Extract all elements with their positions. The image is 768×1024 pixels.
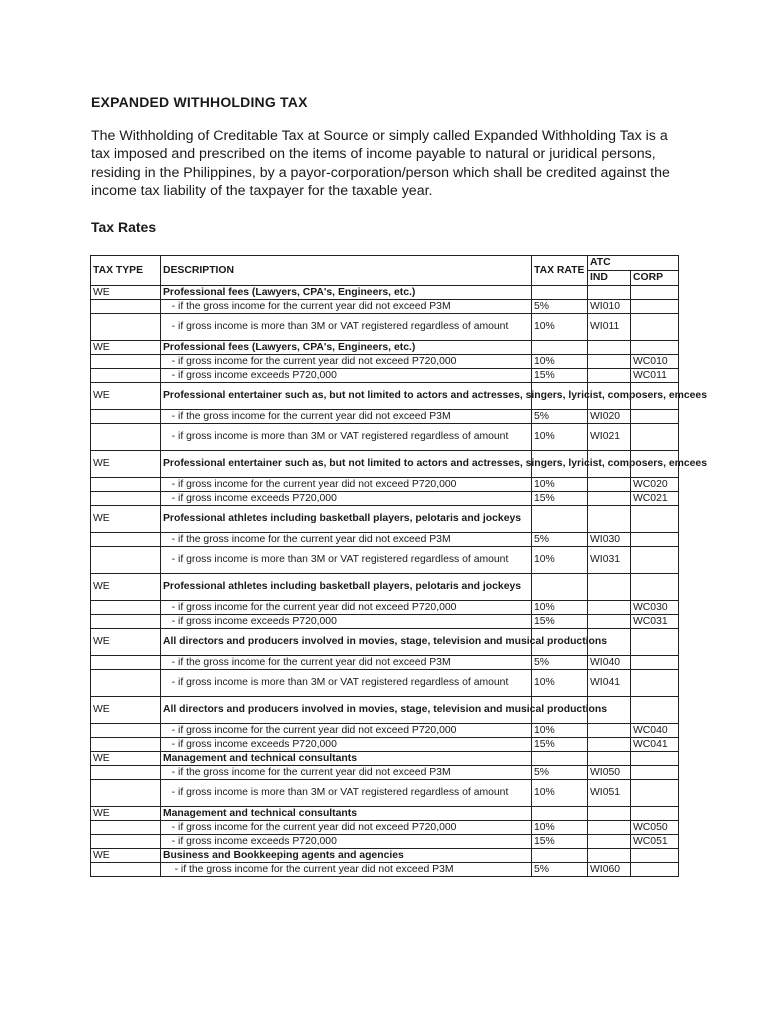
table-row (91, 300, 679, 314)
cell-description: - if gross income is more than 3M or VAT registered regardless of amount (161, 314, 532, 341)
cell-tax-type (91, 780, 161, 807)
table-row (91, 506, 679, 533)
table-row (91, 341, 679, 355)
cell-atc-corp: WC010 (631, 355, 679, 369)
cell-atc-ind: WI020 (588, 410, 631, 424)
section-heading: Tax Rates (91, 219, 157, 235)
table-row (91, 724, 679, 738)
cell-tax-type: WE (91, 807, 161, 821)
cell-atc-corp (631, 807, 679, 821)
cell-description: - if gross income exceeds P720,000 (161, 738, 532, 752)
cell-tax-type (91, 615, 161, 629)
cell-atc-corp (631, 410, 679, 424)
cell-atc-ind (588, 724, 631, 738)
cell-tax-rate: 5% (532, 656, 588, 670)
header-tax-rate: TAX RATE (532, 256, 588, 286)
cell-description: - if gross income is more than 3M or VAT registered regardless of amount (161, 670, 532, 697)
cell-atc-ind (588, 807, 631, 821)
cell-tax-type (91, 738, 161, 752)
cell-tax-rate: 10% (532, 314, 588, 341)
cell-atc-corp (631, 574, 679, 601)
cell-tax-rate: 10% (532, 821, 588, 835)
tax-table-body (91, 286, 707, 877)
cell-tax-rate: 10% (532, 547, 588, 574)
cell-atc-ind (588, 369, 631, 383)
cell-description: Professional athletes including basketball players, pelotaris and jockeys (161, 506, 532, 533)
cell-description: Professional fees (Lawyers, CPA's, Engineers, etc.) (161, 286, 532, 300)
cell-atc-ind: WI051 (588, 780, 631, 807)
cell-tax-type (91, 835, 161, 849)
cell-tax-rate: 15% (532, 492, 588, 506)
cell-atc-corp: WC030 (631, 601, 679, 615)
cell-atc-corp (631, 863, 679, 877)
cell-atc-ind: WI040 (588, 656, 631, 670)
cell-tax-rate (532, 752, 588, 766)
cell-description: Professional entertainer such as, but not limited to actors and actresses, singers, lyricist, composers, emcees (161, 451, 532, 478)
table-row (91, 410, 679, 424)
cell-atc-ind: WI031 (588, 547, 631, 574)
cell-atc-ind: WI011 (588, 314, 631, 341)
tax-rates-table (90, 255, 707, 877)
cell-atc-corp (631, 766, 679, 780)
table-row (91, 821, 679, 835)
table-row (91, 286, 679, 300)
cell-tax-rate: 10% (532, 780, 588, 807)
cell-tax-rate: 10% (532, 670, 588, 697)
table-row (91, 656, 679, 670)
table-row (91, 629, 679, 656)
cell-atc-ind: WI021 (588, 424, 631, 451)
cell-tax-type: WE (91, 849, 161, 863)
intro-paragraph: The Withholding of Creditable Tax at Source or simply called Expanded Withholding Tax is a tax imposed and prescribed on the items of income payable to natural or juridical persons, residing in the Philippines, by a payor-corporation/person which shall be credited against the income tax liability of the taxpayer for the taxable year. (91, 128, 670, 199)
cell-atc-ind (588, 835, 631, 849)
cell-description: - if gross income for the current year did not exceed P720,000 (161, 724, 532, 738)
cell-description: - if gross income exceeds P720,000 (161, 369, 532, 383)
cell-tax-type: WE (91, 383, 161, 410)
cell-atc-ind: WI041 (588, 670, 631, 697)
table-row (91, 355, 679, 369)
cell-description: Professional athletes including basketball players, pelotaris and jockeys (161, 574, 532, 601)
cell-description: - if the gross income for the current year did not exceed P3M (161, 863, 532, 877)
cell-atc-corp: WC041 (631, 738, 679, 752)
cell-tax-type: WE (91, 629, 161, 656)
cell-atc-corp (631, 752, 679, 766)
cell-atc-corp (631, 849, 679, 863)
document-title: EXPANDED WITHHOLDING TAX (91, 94, 308, 110)
cell-tax-rate: 5% (532, 300, 588, 314)
cell-tax-type (91, 369, 161, 383)
cell-tax-type: WE (91, 506, 161, 533)
table-row (91, 369, 679, 383)
table-row (91, 752, 679, 766)
cell-tax-rate: 10% (532, 478, 588, 492)
cell-description: - if gross income is more than 3M or VAT registered regardless of amount (161, 780, 532, 807)
cell-tax-rate (532, 574, 588, 601)
table-row (91, 533, 679, 547)
cell-tax-type (91, 863, 161, 877)
cell-atc-ind (588, 615, 631, 629)
cell-tax-rate (532, 807, 588, 821)
cell-tax-type (91, 821, 161, 835)
cell-tax-type (91, 410, 161, 424)
cell-atc-ind (588, 506, 631, 533)
cell-atc-ind (588, 738, 631, 752)
cell-description: - if the gross income for the current year did not exceed P3M (161, 410, 532, 424)
cell-tax-rate (532, 506, 588, 533)
cell-atc-corp: WC040 (631, 724, 679, 738)
table-row (91, 738, 679, 752)
cell-atc-ind (588, 355, 631, 369)
table-row (91, 615, 679, 629)
table-row (91, 478, 679, 492)
table-row (91, 835, 679, 849)
cell-description: - if the gross income for the current year did not exceed P3M (161, 533, 532, 547)
cell-description: - if gross income is more than 3M or VAT registered regardless of amount (161, 547, 532, 574)
cell-atc-corp (631, 424, 679, 451)
cell-tax-type (91, 424, 161, 451)
cell-atc-ind (588, 286, 631, 300)
cell-atc-ind (588, 821, 631, 835)
cell-tax-rate (532, 286, 588, 300)
cell-atc-corp (631, 629, 679, 656)
cell-tax-type: WE (91, 697, 161, 724)
cell-atc-corp (631, 341, 679, 355)
table-row (91, 863, 679, 877)
cell-tax-rate (532, 341, 588, 355)
cell-description: - if gross income exceeds P720,000 (161, 835, 532, 849)
cell-tax-rate: 10% (532, 424, 588, 451)
cell-tax-type (91, 355, 161, 369)
header-corp: CORP (631, 271, 679, 286)
cell-description: - if gross income exceeds P720,000 (161, 492, 532, 506)
cell-description: - if gross income for the current year did not exceed P720,000 (161, 821, 532, 835)
cell-description: - if the gross income for the current year did not exceed P3M (161, 300, 532, 314)
table-row (91, 547, 679, 574)
header-tax-type: TAX TYPE (91, 256, 161, 286)
cell-atc-ind: WI060 (588, 863, 631, 877)
cell-tax-rate: 10% (532, 724, 588, 738)
cell-tax-type (91, 314, 161, 341)
cell-description: Professional fees (Lawyers, CPA's, Engineers, etc.) (161, 341, 532, 355)
cell-atc-corp (631, 780, 679, 807)
cell-tax-type (91, 492, 161, 506)
cell-tax-type: WE (91, 341, 161, 355)
cell-tax-rate: 15% (532, 615, 588, 629)
table-row (91, 601, 679, 615)
cell-tax-rate: 5% (532, 766, 588, 780)
cell-atc-ind (588, 478, 631, 492)
header-ind: IND (588, 271, 631, 286)
cell-description: - if the gross income for the current year did not exceed P3M (161, 766, 532, 780)
table-row (91, 424, 679, 451)
cell-tax-type (91, 724, 161, 738)
cell-description: - if gross income for the current year did not exceed P720,000 (161, 355, 532, 369)
cell-description: - if gross income is more than 3M or VAT registered regardless of amount (161, 424, 532, 451)
cell-tax-type: WE (91, 286, 161, 300)
cell-atc-corp: WC031 (631, 615, 679, 629)
cell-tax-rate: 5% (532, 863, 588, 877)
cell-atc-corp: WC021 (631, 492, 679, 506)
cell-description: Management and technical consultants (161, 807, 532, 821)
cell-atc-corp: WC051 (631, 835, 679, 849)
cell-atc-corp (631, 300, 679, 314)
cell-tax-rate (532, 849, 588, 863)
cell-tax-type (91, 656, 161, 670)
cell-description: Professional entertainer such as, but not limited to actors and actresses, singers, lyricist, composers, emcees (161, 383, 532, 410)
cell-atc-ind (588, 849, 631, 863)
table-row (91, 780, 679, 807)
cell-tax-type (91, 670, 161, 697)
cell-tax-type (91, 766, 161, 780)
cell-tax-rate: 10% (532, 355, 588, 369)
cell-atc-ind: WI010 (588, 300, 631, 314)
cell-description: - if the gross income for the current year did not exceed P3M (161, 656, 532, 670)
cell-atc-corp (631, 656, 679, 670)
table-row (91, 451, 679, 478)
header-description: DESCRIPTION (161, 256, 532, 286)
cell-tax-rate: 15% (532, 835, 588, 849)
cell-atc-corp: WC011 (631, 369, 679, 383)
table-row (91, 383, 679, 410)
cell-atc-corp (631, 286, 679, 300)
cell-atc-corp (631, 506, 679, 533)
cell-atc-ind (588, 492, 631, 506)
table-row (91, 574, 679, 601)
cell-tax-type (91, 547, 161, 574)
cell-atc-ind (588, 601, 631, 615)
cell-tax-rate: 15% (532, 738, 588, 752)
table-row (91, 807, 679, 821)
cell-description: All directors and producers involved in movies, stage, television and musical productions (161, 697, 532, 724)
cell-description: - if gross income for the current year did not exceed P720,000 (161, 601, 532, 615)
cell-tax-type: WE (91, 752, 161, 766)
cell-description: All directors and producers involved in movies, stage, television and musical productions (161, 629, 532, 656)
cell-atc-corp (631, 314, 679, 341)
table-row (91, 697, 679, 724)
cell-description: - if gross income exceeds P720,000 (161, 615, 532, 629)
table-row (91, 492, 679, 506)
cell-tax-type: WE (91, 574, 161, 601)
cell-tax-type (91, 601, 161, 615)
table-row (91, 314, 679, 341)
cell-atc-ind (588, 574, 631, 601)
cell-tax-type (91, 300, 161, 314)
cell-tax-rate: 5% (532, 410, 588, 424)
cell-tax-rate: 5% (532, 533, 588, 547)
cell-atc-ind: WI050 (588, 766, 631, 780)
header-atc: ATC (588, 256, 679, 271)
cell-atc-corp (631, 547, 679, 574)
cell-atc-corp: WC020 (631, 478, 679, 492)
cell-atc-ind (588, 752, 631, 766)
cell-atc-corp (631, 670, 679, 697)
cell-tax-type: WE (91, 451, 161, 478)
table-row (91, 766, 679, 780)
cell-atc-corp: WC050 (631, 821, 679, 835)
cell-tax-rate: 15% (532, 369, 588, 383)
cell-atc-ind: WI030 (588, 533, 631, 547)
cell-description: Business and Bookkeeping agents and agencies (161, 849, 532, 863)
cell-atc-ind (588, 341, 631, 355)
cell-tax-type (91, 478, 161, 492)
cell-description: Management and technical consultants (161, 752, 532, 766)
cell-atc-corp (631, 533, 679, 547)
cell-tax-type (91, 533, 161, 547)
cell-atc-corp (631, 697, 679, 724)
table-row (91, 670, 679, 697)
table-row (91, 849, 679, 863)
cell-tax-rate: 10% (532, 601, 588, 615)
cell-description: - if gross income for the current year did not exceed P720,000 (161, 478, 532, 492)
